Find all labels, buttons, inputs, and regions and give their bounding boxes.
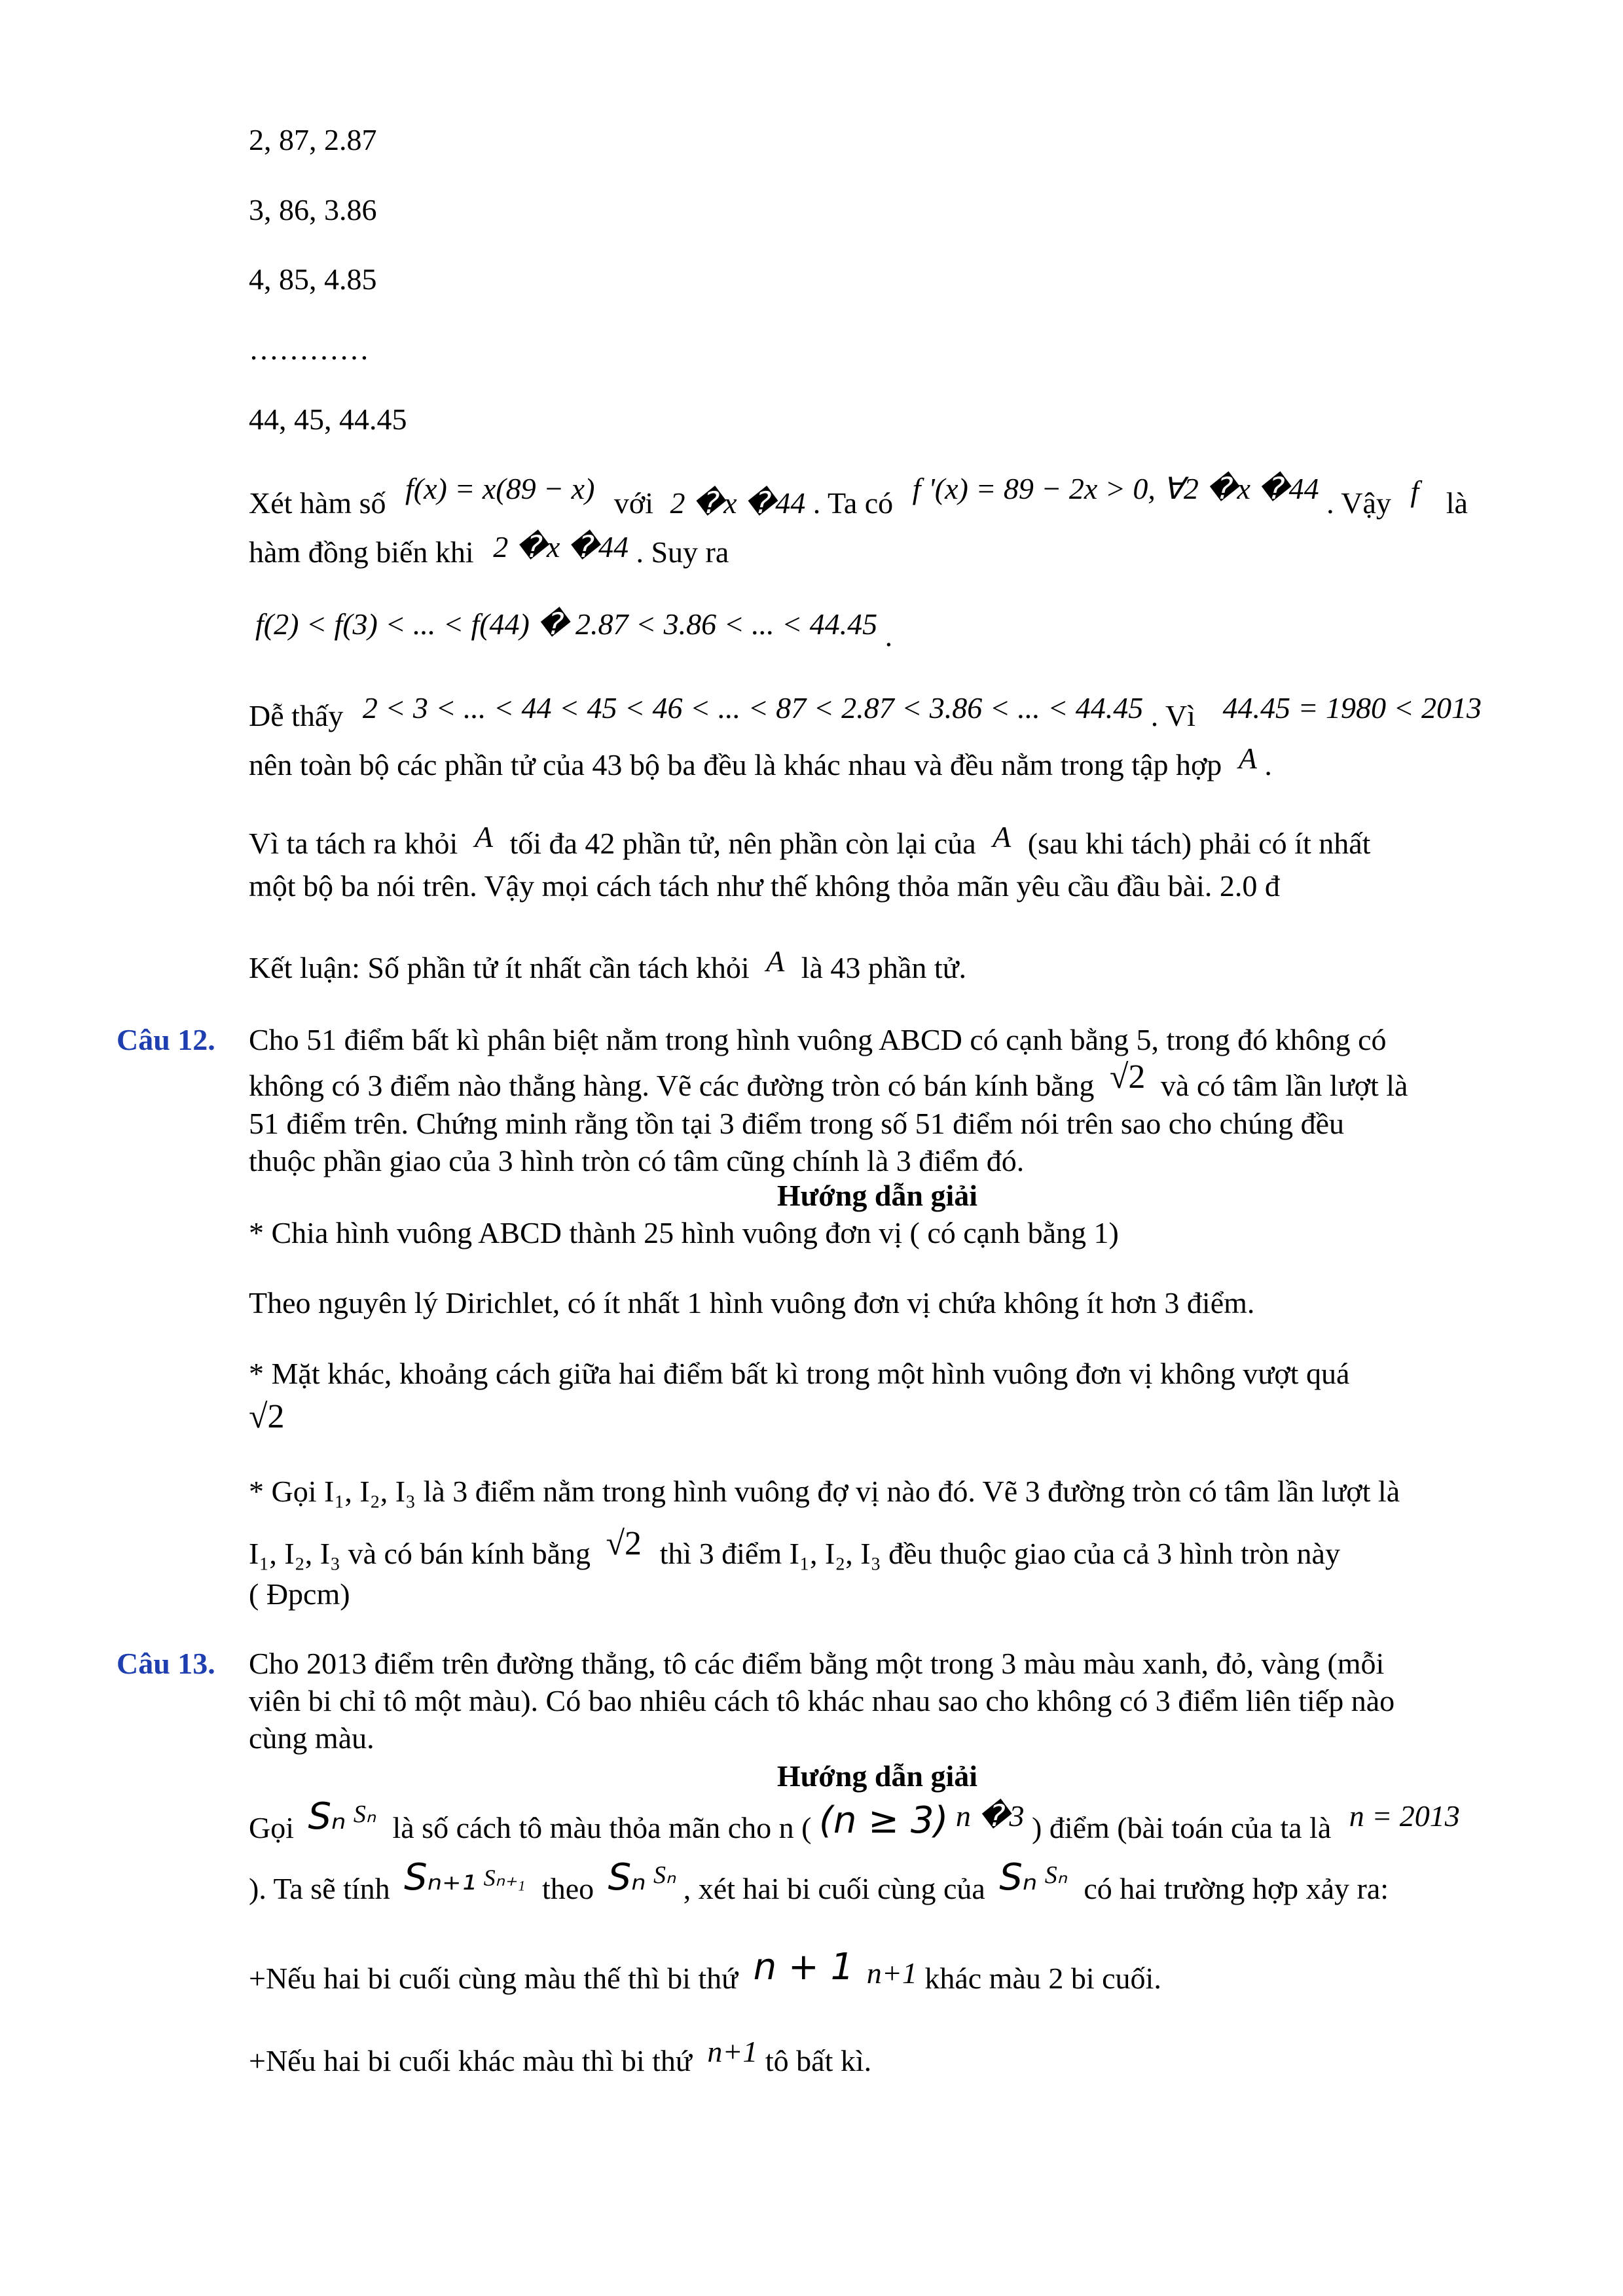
text: khác màu 2 bi cuối. xyxy=(924,1962,1161,1995)
text: . Suy ra xyxy=(636,535,729,569)
formula-n-plus-1: n+1 xyxy=(707,2035,758,2068)
text: . Ta có xyxy=(812,486,894,520)
formula-Sn1-small: Sₙ₊₁ xyxy=(483,1865,526,1891)
formula-f-var: f xyxy=(1410,475,1419,508)
formula-order: 2 < 3 < ... < 44 < 45 < 46 < ... < 87 < 2.87 < 3.86 < ... < 44.45 xyxy=(362,691,1144,725)
formula-n-plus-1: n+1 xyxy=(866,1956,917,1990)
question-12-line-4: thuộc phần giao của 3 hình tròn có tâm cũng chính là 3 điểm đó. xyxy=(249,1144,1025,1177)
formula-derivative: f '(x) = 89 − 2x > 0, ∀2 �x �44 xyxy=(912,472,1319,505)
text: thì 3 điểm I₁, I₂, I₃ đều thuộc giao của cả 3 hình tròn này xyxy=(659,1537,1340,1570)
formula-Sn-small: Sₙ xyxy=(353,1801,376,1828)
question-12-step-5 xyxy=(249,1525,1340,1574)
formula-Sn: Sₙ xyxy=(999,1856,1038,1899)
sequence-line-last: 44, 45, 44.45 xyxy=(249,403,407,436)
question-13-case-2 xyxy=(249,2035,872,2080)
sqrt2-formula: √2 xyxy=(1109,1058,1146,1096)
paragraph-function-line-1 xyxy=(249,472,1468,522)
text: là số cách tô màu thỏa mãn cho n ( xyxy=(392,1811,812,1844)
text: +Nếu hai bi cuối khác màu thì bi thứ xyxy=(249,2044,692,2077)
text: . Vì xyxy=(1150,699,1195,732)
inequality-chain xyxy=(255,605,893,653)
text: ) điểm (bài toán của ta là xyxy=(1032,1811,1332,1844)
question-12-guide-heading: Hướng dẫn giải xyxy=(776,1179,978,1212)
set-A: A xyxy=(474,820,493,853)
question-13-line-1: Cho 2013 điểm trên đường thẳng, tô các điểm bằng một trong 3 màu màu xanh, đỏ, vàng (mỗi xyxy=(249,1647,1385,1680)
question-12-line-1: Cho 51 điểm bất kì phân biệt nằm trong hình vuông ABCD có cạnh bằng 5, trong đó không có xyxy=(249,1023,1387,1056)
question-13-guide-line-2 xyxy=(249,1856,1389,1910)
formula-condition-small: n �3 xyxy=(955,1799,1025,1833)
conclusion-line xyxy=(249,944,967,987)
text: Xét hàm số xyxy=(249,486,386,520)
text: . Vậy xyxy=(1326,486,1391,520)
formula-n-2013: n = 2013 xyxy=(1349,1799,1460,1833)
sqrt2-formula: √2 xyxy=(606,1525,642,1562)
question-12-label: Câu 12. xyxy=(117,1023,215,1056)
question-12-step-1: * Chia hình vuông ABCD thành 25 hình vuông đơn vị ( có cạnh bằng 1) xyxy=(249,1216,1119,1249)
paragraph-separation-line-2: một bộ ba nói trên. Vậy mọi cách tách như thế không thỏa mãn yêu cầu đầu bài. 2.0 đ xyxy=(249,869,1280,903)
paragraph-function-line-2 xyxy=(249,530,729,571)
text: Kết luận: Số phần tử ít nhất cần tách khỏi xyxy=(249,951,750,984)
text: . xyxy=(884,619,893,653)
set-A: A xyxy=(993,820,1012,853)
question-13-line-3: cùng màu. xyxy=(249,1721,374,1755)
text: nên toàn bộ các phần tử của 43 bộ ba đều là khác nhau và đều nằm trong tập hợp xyxy=(249,748,1222,781)
formula-Sn1: Sₙ₊₁ xyxy=(404,1856,477,1899)
paragraph-separation-line-1 xyxy=(249,820,1371,863)
formula-inequality: f(2) < f(3) < ... < f(44) � 2.87 < 3.86 < ... < 44.45 xyxy=(255,607,878,641)
text: Dễ thấy xyxy=(249,699,344,732)
formula-product: 44.45 = 1980 < 2013 xyxy=(1222,691,1482,725)
text: hàm đồng biến khi xyxy=(249,535,474,569)
question-13-guide-heading: Hướng dẫn giải xyxy=(776,1759,978,1793)
text: tô bất kì. xyxy=(765,2044,872,2077)
question-12-step-6: ( Đpcm) xyxy=(249,1577,350,1611)
formula-range: 2 �x �44 xyxy=(670,486,806,520)
text: có hai trường hợp xảy ra: xyxy=(1084,1872,1389,1905)
question-12-step-3: * Mặt khác, khoảng cách giữa hai điểm bất kì trong một hình vuông đơn vị không vượt quá xyxy=(249,1357,1350,1390)
question-12-step-2: Theo nguyên lý Dirichlet, có ít nhất 1 hình vuông đơn vị chứa không ít hơn 3 điểm. xyxy=(249,1286,1255,1319)
set-A: A xyxy=(766,944,785,978)
paragraph-distinct-line-1 xyxy=(249,691,1482,735)
question-13-label: Câu 13. xyxy=(117,1647,215,1680)
sequence-line-2: 3, 86, 3.86 xyxy=(249,193,377,226)
formula-Sn-small: Sₙ xyxy=(653,1861,676,1889)
text: I₁, I₂, I₃ và có bán kính bằng xyxy=(249,1537,591,1570)
text: là xyxy=(1446,486,1468,520)
formula-Sn-small: Sₙ xyxy=(1044,1861,1067,1889)
text: theo xyxy=(541,1872,594,1905)
question-13-guide-line-1 xyxy=(249,1795,1460,1849)
question-13-line-2: viên bi chỉ tô một màu). Có bao nhiêu cách tô khác nhau sao cho không có 3 điểm liên tiếp nào xyxy=(249,1684,1395,1717)
formula-f: f(x) = x(89 − x) xyxy=(405,472,595,505)
sequence-ellipsis: ………… xyxy=(249,332,369,366)
formula-Sn: Sₙ xyxy=(308,1795,346,1838)
text: không có 3 điểm nào thẳng hàng. Vẽ các đường tròn có bán kính bằng xyxy=(249,1069,1095,1102)
question-12-line-3: 51 điểm trên. Chứng minh rằng tồn tại 3 điểm trong số 51 điểm nói trên sao cho chúng đều xyxy=(249,1107,1344,1140)
question-12-step-4: * Gọi I₁, I₂, I₃ là 3 điểm nằm trong hình vuông đợ vị nào đó. Vẽ 3 đường tròn có tâm lần lượt là xyxy=(249,1475,1400,1508)
sequence-line-3: 4, 85, 4.85 xyxy=(249,262,377,296)
text: và có tâm lần lượt là xyxy=(1160,1069,1408,1102)
formula-condition: (n ≥ 3) xyxy=(819,1799,949,1842)
question-13-case-1 xyxy=(249,1946,1161,2000)
text: tối đa 42 phần tử, nên phần còn lại của xyxy=(509,827,976,860)
sequence-line-1: 2, 87, 2.87 xyxy=(249,123,377,156)
formula-n-plus-1-large: n + 1 xyxy=(753,1946,854,1988)
text: là 43 phần tử. xyxy=(801,951,967,984)
text: +Nếu hai bi cuối cùng màu thế thì bi thứ xyxy=(249,1962,739,1995)
set-A: A xyxy=(1238,742,1257,775)
formula-Sn: Sₙ xyxy=(608,1856,646,1899)
text: (sau khi tách) phải có ít nhất xyxy=(1027,827,1371,860)
paragraph-distinct-line-2 xyxy=(249,742,1272,784)
text: với xyxy=(613,486,654,520)
text: , xét hai bi cuối cùng của xyxy=(683,1872,985,1905)
question-12-line-2 xyxy=(249,1058,1408,1106)
text: . xyxy=(1264,748,1272,781)
sqrt2-formula: √2 xyxy=(249,1398,285,1435)
text: Vì ta tách ra khỏi xyxy=(249,827,458,860)
formula-range: 2 �x �44 xyxy=(493,530,629,564)
text: Gọi xyxy=(249,1811,294,1844)
text: ). Ta sẽ tính xyxy=(249,1872,390,1905)
